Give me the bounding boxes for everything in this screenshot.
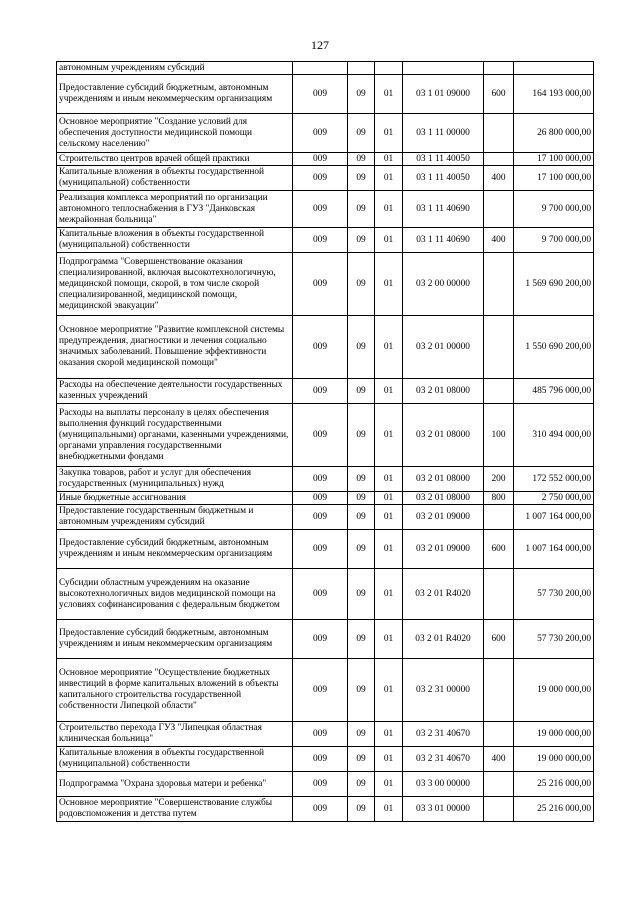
row-name-cell: Капитальные вложения в объекты государственной (муниципальной) собственности (57, 166, 293, 191)
row-sum-cell: 164 193 000,00 (514, 75, 594, 114)
row-sum-cell: 57 730 200,00 (514, 620, 594, 659)
row-sum-cell: 9 700 000,00 (514, 228, 594, 253)
table-row (57, 191, 594, 228)
table-row (57, 569, 594, 620)
row-name-cell: Основное мероприятие "Создание условий для обеспечения доступности медицинской помощи сельскому населению" (57, 114, 293, 153)
row-article-cell: 03 2 01 08000 (403, 467, 484, 492)
row-section-cell: 09 (348, 620, 375, 659)
row-section-cell: 09 (348, 379, 375, 404)
table-row (57, 379, 594, 404)
row-article-cell: 03 2 01 00000 (403, 316, 484, 379)
row-code-cell: 009 (293, 772, 348, 797)
row-subsection-cell (375, 62, 403, 75)
row-section-cell: 09 (348, 505, 375, 530)
row-type-cell: 100 (484, 404, 514, 467)
row-article-cell (403, 62, 484, 75)
row-name-cell: Основное мероприятие "Развитие комплексной системы предупреждения, диагностики и лечения социально значимых заболеваний. Повышение эффективности оказания скорой медицинской помощи" (57, 316, 293, 379)
row-section-cell: 09 (348, 467, 375, 492)
row-sum-cell: 25 216 000,00 (514, 797, 594, 822)
row-sum-cell: 19 000 000,00 (514, 659, 594, 722)
row-subsection-cell: 01 (375, 166, 403, 191)
row-subsection-cell: 01 (375, 153, 403, 166)
row-sum-cell: 485 796 000,00 (514, 379, 594, 404)
row-sum-cell: 17 100 000,00 (514, 153, 594, 166)
row-type-cell (484, 505, 514, 530)
row-type-cell: 600 (484, 530, 514, 569)
row-type-cell (484, 114, 514, 153)
row-article-cell: 03 2 31 40670 (403, 747, 484, 772)
table-row (57, 492, 594, 505)
row-name-cell: Основное мероприятие "Осуществление бюджетных инвестиций в форме капитальных вложений в объекты капитального строительства государственной собственности Липецкой области" (57, 659, 293, 722)
row-sum-cell: 17 100 000,00 (514, 166, 594, 191)
table-row (57, 404, 594, 467)
table-row (57, 797, 594, 822)
row-code-cell: 009 (293, 747, 348, 772)
row-section-cell: 09 (348, 75, 375, 114)
row-code-cell: 009 (293, 253, 348, 316)
row-article-cell: 03 3 00 00000 (403, 772, 484, 797)
row-type-cell: 600 (484, 620, 514, 659)
row-sum-cell: 1 007 164 000,00 (514, 530, 594, 569)
budget-table (56, 61, 594, 822)
row-section-cell: 09 (348, 772, 375, 797)
row-type-cell: 400 (484, 747, 514, 772)
row-sum-cell: 1 569 690 200,00 (514, 253, 594, 316)
row-code-cell: 009 (293, 153, 348, 166)
table-row (57, 228, 594, 253)
row-name-cell: Расходы на обеспечение деятельности государственных казенных учреждений (57, 379, 293, 404)
table-row (57, 114, 594, 153)
row-section-cell: 09 (348, 797, 375, 822)
row-section-cell: 09 (348, 153, 375, 166)
row-code-cell: 009 (293, 505, 348, 530)
row-subsection-cell: 01 (375, 191, 403, 228)
row-name-cell: Предоставление государственным бюджетным и автономным учреждениям субсидий (57, 505, 293, 530)
row-code-cell: 009 (293, 492, 348, 505)
row-article-cell: 03 2 01 08000 (403, 379, 484, 404)
table-row (57, 659, 594, 722)
row-type-cell (484, 316, 514, 379)
row-type-cell (484, 772, 514, 797)
row-subsection-cell: 01 (375, 505, 403, 530)
table-row (57, 620, 594, 659)
row-section-cell: 09 (348, 253, 375, 316)
table-row (57, 747, 594, 772)
row-subsection-cell: 01 (375, 772, 403, 797)
page-number: 127 (311, 38, 329, 52)
row-subsection-cell: 01 (375, 659, 403, 722)
row-section-cell: 09 (348, 404, 375, 467)
row-code-cell: 009 (293, 530, 348, 569)
row-subsection-cell: 01 (375, 404, 403, 467)
row-type-cell (484, 797, 514, 822)
table-row (57, 316, 594, 379)
row-article-cell: 03 2 01 09000 (403, 505, 484, 530)
row-section-cell: 09 (348, 530, 375, 569)
row-section-cell: 09 (348, 492, 375, 505)
row-type-cell (484, 153, 514, 166)
row-article-cell: 03 3 01 00000 (403, 797, 484, 822)
row-article-cell: 03 2 01 08000 (403, 404, 484, 467)
row-type-cell (484, 659, 514, 722)
row-article-cell: 03 2 01 R4020 (403, 569, 484, 620)
row-type-cell: 400 (484, 228, 514, 253)
row-type-cell: 200 (484, 467, 514, 492)
row-name-cell: Строительство перехода ГУЗ "Липецкая областная клиническая больница" (57, 722, 293, 747)
row-sum-cell: 1 007 164 000,00 (514, 505, 594, 530)
row-code-cell: 009 (293, 797, 348, 822)
row-name-cell: Подпрограмма "Охрана здоровья матери и ребенка" (57, 772, 293, 797)
row-subsection-cell: 01 (375, 467, 403, 492)
row-subsection-cell: 01 (375, 747, 403, 772)
table-row (57, 467, 594, 492)
row-sum-cell: 26 800 000,00 (514, 114, 594, 153)
row-type-cell (484, 379, 514, 404)
row-code-cell: 009 (293, 166, 348, 191)
row-name-cell: Иные бюджетные ассигнования (57, 492, 293, 505)
row-section-cell: 09 (348, 722, 375, 747)
row-type-cell: 400 (484, 166, 514, 191)
row-code-cell: 009 (293, 228, 348, 253)
row-section-cell: 09 (348, 228, 375, 253)
row-name-cell: Предоставление субсидий бюджетным, автономным учреждениям и иным некоммерческим организациям (57, 75, 293, 114)
row-subsection-cell: 01 (375, 379, 403, 404)
row-subsection-cell: 01 (375, 114, 403, 153)
row-subsection-cell: 01 (375, 530, 403, 569)
row-name-cell: Подпрограмма "Совершенствование оказания специализированной, включая высокотехнологичную, медицинской помощи, скорой, в том числе скорой специализированной, медицинской помощи, медицинской эвакуации" (57, 253, 293, 316)
row-subsection-cell: 01 (375, 316, 403, 379)
table-row (57, 166, 594, 191)
row-code-cell: 009 (293, 191, 348, 228)
row-code-cell: 009 (293, 722, 348, 747)
row-type-cell (484, 569, 514, 620)
row-name-cell: Предоставление субсидий бюджетным, автономным учреждениям и иным некоммерческим организациям (57, 530, 293, 569)
row-code-cell: 009 (293, 467, 348, 492)
row-code-cell (293, 62, 348, 75)
table-row (57, 505, 594, 530)
row-name-cell: Строительство центров врачей общей практики (57, 153, 293, 166)
row-section-cell: 09 (348, 659, 375, 722)
row-section-cell (348, 62, 375, 75)
row-section-cell: 09 (348, 166, 375, 191)
row-code-cell: 009 (293, 379, 348, 404)
row-subsection-cell: 01 (375, 797, 403, 822)
row-code-cell: 009 (293, 316, 348, 379)
row-name-cell: Капитальные вложения в объекты государственной (муниципальной) собственности (57, 228, 293, 253)
row-article-cell: 03 2 31 00000 (403, 659, 484, 722)
table-row (57, 722, 594, 747)
table-row (57, 772, 594, 797)
row-name-cell: Основное мероприятие "Совершенствование службы родовспоможения и детства путем (57, 797, 293, 822)
row-sum-cell: 25 216 000,00 (514, 772, 594, 797)
row-name-cell: автономным учреждениям субсидий (57, 62, 293, 75)
row-sum-cell: 172 552 000,00 (514, 467, 594, 492)
row-subsection-cell: 01 (375, 620, 403, 659)
row-code-cell: 009 (293, 404, 348, 467)
row-sum-cell: 310 494 000,00 (514, 404, 594, 467)
table-row (57, 253, 594, 316)
row-sum-cell: 57 730 200,00 (514, 569, 594, 620)
row-article-cell: 03 2 01 09000 (403, 530, 484, 569)
table-row (57, 153, 594, 166)
row-article-cell: 03 2 01 R4020 (403, 620, 484, 659)
row-article-cell: 03 1 11 00000 (403, 114, 484, 153)
row-sum-cell (514, 62, 594, 75)
row-name-cell: Расходы на выплаты персоналу в целях обеспечения выполнения функций государственными (муниципальными) органами, казенными учреждениями, органами управления государственными внебюджетными фондами (57, 404, 293, 467)
row-code-cell: 009 (293, 620, 348, 659)
row-article-cell: 03 1 01 09000 (403, 75, 484, 114)
table-row (57, 62, 594, 75)
row-name-cell: Реализация комплекса мероприятий по организации автономного теплоснабжения в ГУЗ "Данковская межрайонная больница" (57, 191, 293, 228)
row-name-cell: Субсидии областным учреждениям на оказание высокотехнологичных видов медицинской помощи на условиях софинансирования с федеральным бюджетом (57, 569, 293, 620)
row-section-cell: 09 (348, 569, 375, 620)
row-type-cell (484, 191, 514, 228)
row-code-cell: 009 (293, 659, 348, 722)
row-sum-cell: 9 700 000,00 (514, 191, 594, 228)
row-name-cell: Предоставление субсидий бюджетным, автономным учреждениям и иным некоммерческим организациям (57, 620, 293, 659)
table-row (57, 530, 594, 569)
row-section-cell: 09 (348, 114, 375, 153)
row-code-cell: 009 (293, 75, 348, 114)
row-sum-cell: 2 750 000,00 (514, 492, 594, 505)
row-article-cell: 03 1 11 40690 (403, 228, 484, 253)
row-subsection-cell: 01 (375, 75, 403, 114)
row-sum-cell: 1 550 690 200,00 (514, 316, 594, 379)
row-name-cell: Закупка товаров, работ и услуг для обеспечения государственных (муниципальных) нужд (57, 467, 293, 492)
row-type-cell: 600 (484, 75, 514, 114)
row-name-cell: Капитальные вложения в объекты государственной (муниципальной) собственности (57, 747, 293, 772)
row-section-cell: 09 (348, 191, 375, 228)
table-row (57, 75, 594, 114)
row-article-cell: 03 1 11 40690 (403, 191, 484, 228)
row-subsection-cell: 01 (375, 228, 403, 253)
row-sum-cell: 19 000 000,00 (514, 747, 594, 772)
row-code-cell: 009 (293, 114, 348, 153)
row-section-cell: 09 (348, 316, 375, 379)
row-type-cell: 800 (484, 492, 514, 505)
row-type-cell (484, 253, 514, 316)
row-section-cell: 09 (348, 747, 375, 772)
row-subsection-cell: 01 (375, 722, 403, 747)
row-subsection-cell: 01 (375, 569, 403, 620)
row-type-cell (484, 722, 514, 747)
row-article-cell: 03 1 11 40050 (403, 166, 484, 191)
row-article-cell: 03 2 01 08000 (403, 492, 484, 505)
row-subsection-cell: 01 (375, 253, 403, 316)
budget-table-body (57, 62, 594, 822)
row-sum-cell: 19 000 000,00 (514, 722, 594, 747)
row-article-cell: 03 2 31 40670 (403, 722, 484, 747)
row-article-cell: 03 2 00 00000 (403, 253, 484, 316)
row-type-cell (484, 62, 514, 75)
row-subsection-cell: 01 (375, 492, 403, 505)
row-code-cell: 009 (293, 569, 348, 620)
row-article-cell: 03 1 11 40050 (403, 153, 484, 166)
